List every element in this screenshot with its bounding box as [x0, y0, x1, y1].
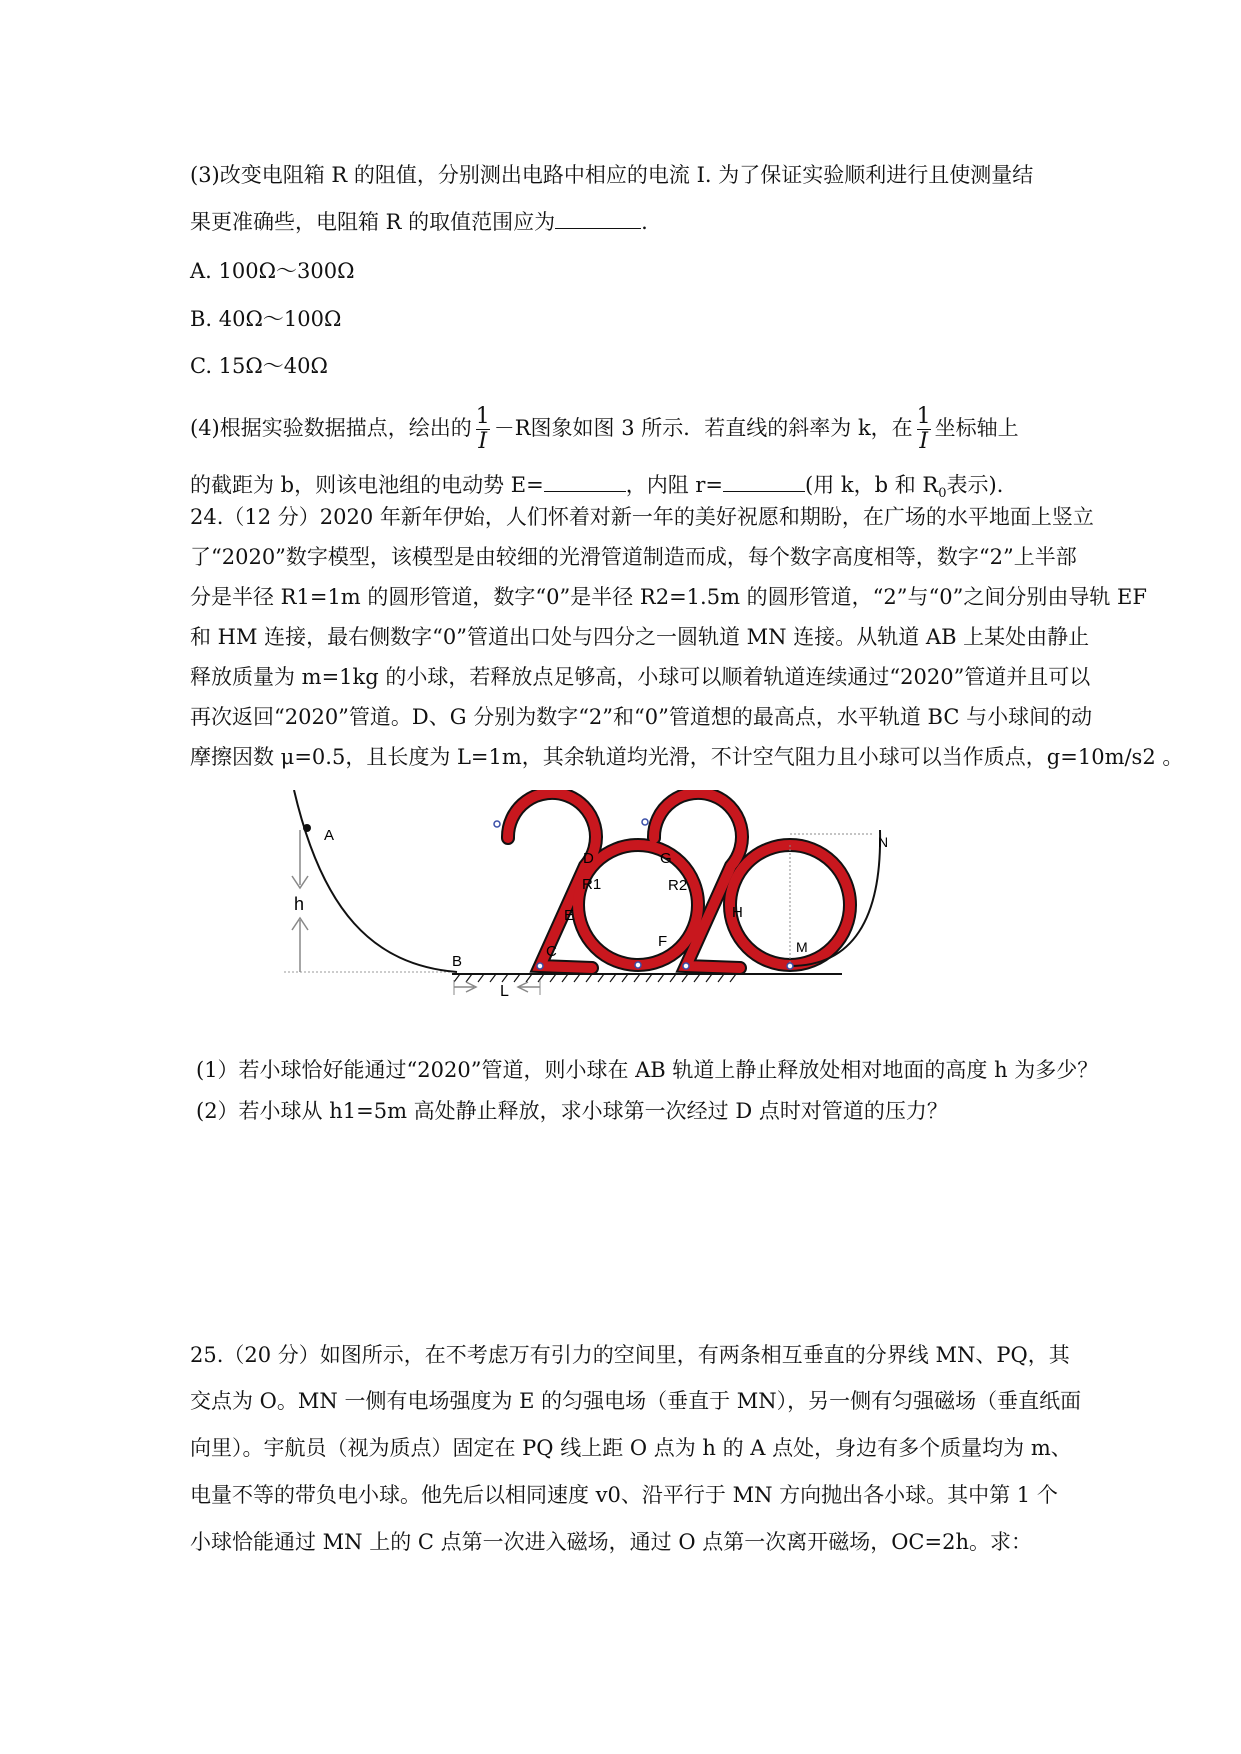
- r-blank: [723, 473, 805, 492]
- q3-line2: [190, 207, 648, 237]
- q4-note-end: 表示)．: [946, 473, 1018, 497]
- q24-sub1: (1）若小球恰好能通过“2020”管道，则小球在 AB 轨道上静止释放处相对地面的高度 h 为多少？: [196, 1058, 1099, 1082]
- q24-sub2: (2）若小球从 h1=5m 高处静止释放，求小球第一次经过 D 点时对管道的压力？: [196, 1099, 948, 1123]
- label-a: A: [324, 827, 335, 844]
- label-m: M: [796, 939, 808, 955]
- label-n: N: [878, 834, 889, 850]
- q4-sub: 0: [938, 486, 947, 502]
- label-e: E: [564, 907, 575, 924]
- emf-blank: [544, 473, 626, 492]
- frac-num: 1: [475, 404, 490, 429]
- q4-line1: [190, 398, 1019, 458]
- q3-line2-text: 果更准确些，电阻箱 R 的取值范围应为: [190, 210, 556, 234]
- label-r1: R1: [582, 876, 602, 893]
- option-a: A. 100Ω～300Ω: [190, 259, 355, 283]
- label-d: D: [583, 850, 594, 867]
- label-h-point: H: [732, 904, 743, 921]
- fraction-1-over-i-2: [917, 405, 931, 454]
- q25-line3: 向里）。宇航员（视为质点）固定在 PQ 线上距 O 点为 h 的 A 点处，身边有多个质量均为 m、: [190, 1436, 1072, 1460]
- label-h: h: [294, 894, 305, 914]
- q4-post: 坐标轴上: [934, 416, 1019, 440]
- q25-line2: 交点为 O。MN 一侧有电场强度为 E 的匀强电场（垂直于 MN），另一侧有匀强磁场（垂直纸面: [190, 1389, 1082, 1413]
- frac-den-2: I: [919, 429, 929, 454]
- label-b: B: [452, 953, 463, 970]
- q3-line1: (3)改变电阻箱 R 的阻值，分别测出电路中相应的电流 I. 为了保证实验顺利进行且使测量结: [190, 163, 1034, 187]
- track-ab: [294, 790, 457, 972]
- floor-hatching: [454, 974, 736, 982]
- q4-mid: －R图象如图 3 所示．若直线的斜率为 k，在: [493, 416, 913, 440]
- q24-line1: 24.（12 分）2020 年新年伊始，人们怀着对新一年的美好祝愿和期盼，在广场的水平地面上竖立: [190, 505, 1094, 529]
- label-g: G: [660, 850, 672, 867]
- frac-den: I: [478, 429, 488, 454]
- ball-a: [303, 824, 311, 832]
- label-f: F: [658, 933, 668, 950]
- q24-line3: 分是半径 R1=1m 的圆形管道，数字“0”是半径 R2=1.5m 的圆形管道，“2”与“0”之间分别由导轨 EF: [190, 585, 1147, 609]
- q24-line6: 再次返回“2020”管道。D、G 分别为数字“2”和“0”管道想的最高点，水平轨道 BC 与小球间的动: [190, 705, 1093, 729]
- q25-line1: 25.（20 分）如图所示，在不考虑万有引力的空间里，有两条相互垂直的分界线 MN、PQ，其: [190, 1343, 1070, 1367]
- frac-num-2: 1: [916, 404, 931, 429]
- fraction-1-over-i: [476, 405, 490, 454]
- label-r2: R2: [668, 877, 688, 894]
- q24-line5: 释放质量为 m=1kg 的小球，若释放点足够高，小球可以顺着轨道连续通过“2020”管道并且可以: [190, 665, 1091, 689]
- q24-line4: 和 HM 连接，最右侧数字“0”管道出口处与四分之一圆轨道 MN 连接。从轨道 AB 上某处由静止: [190, 625, 1090, 649]
- q4-emf-text: 的截距为 b，则该电池组的电动势 E=: [190, 473, 544, 497]
- label-c: C: [546, 943, 557, 960]
- option-b: B. 40Ω～100Ω: [190, 307, 342, 331]
- answer-blank: [555, 210, 641, 229]
- q4-pre: (4)根据实验数据描点，绘出的: [190, 416, 472, 440]
- q25-line4: 电量不等的带负电小球。他先后以相同速度 v0、沿平行于 MN 方向抛出各小球。其中第 1 个: [190, 1483, 1058, 1507]
- q3-line2-end: .: [641, 210, 648, 234]
- q25-line5: 小球恰能通过 MN 上的 C 点第一次进入磁场，通过 O 点第一次离开磁场，OC=2h。求：: [190, 1530, 1032, 1554]
- label-l: L: [500, 983, 509, 1000]
- q4-r-text: ，内阻 r=: [625, 473, 724, 497]
- track-2020-figure: [282, 790, 942, 1010]
- q24-line2: 了“2020”数字模型，该模型是由较细的光滑管道制造而成，每个数字高度相等，数字“2”上半部: [190, 545, 1077, 569]
- option-c: C. 15Ω～40Ω: [190, 354, 328, 378]
- q4-note: (用 k，b 和 R: [805, 473, 939, 497]
- q24-line7: 摩擦因数 μ=0.5，且长度为 L=1m，其余轨道均光滑，不计空气阻力且小球可以当作质点，g=10m/s2 。: [190, 745, 1184, 769]
